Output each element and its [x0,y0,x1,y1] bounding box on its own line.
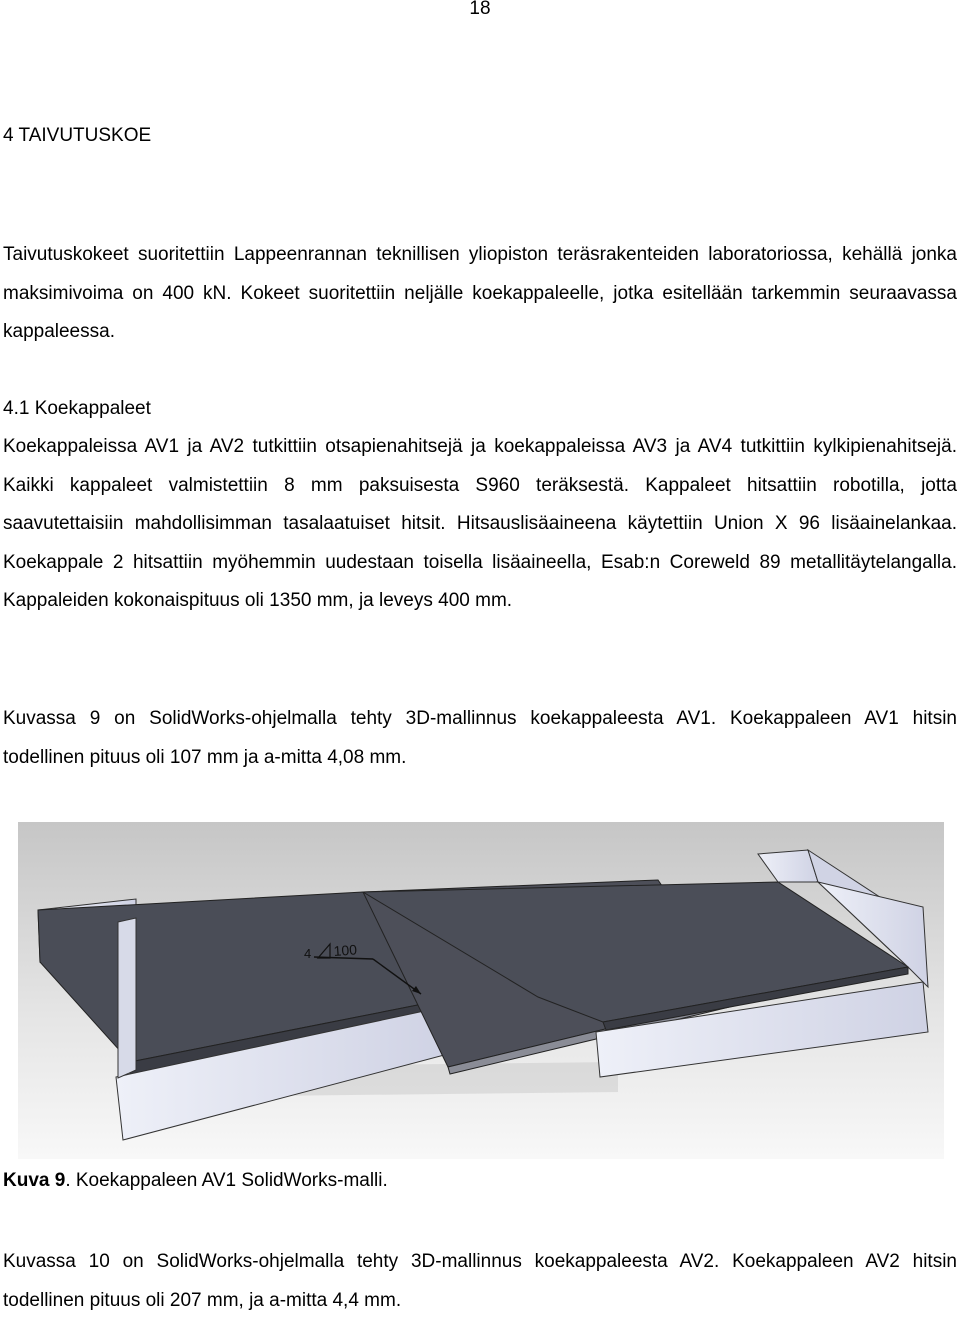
figure-caption [3,1170,388,1192]
section-title: 4.1 Koekappaleet [3,398,151,419]
figure10-paragraph: Kuvassa 10 on SolidWorks-ohjelmalla tehty 3D-mallinnus koekappaleesta AV2. Koekappaleen AV2 hitsin todellinen pituus oli 207 mm, ja a-mitta 4,4 mm. [3,1251,957,1311]
figure-solidworks-model [18,822,944,1159]
chapter-title: 4 TAIVUTUSKOE [3,125,152,146]
page-number: 18 [469,0,491,19]
section-paragraph: Koekappaleissa AV1 ja AV2 tutkittiin otsapienahitsejä ja koekappaleissa AV3 ja AV4 tutkittiin kylkipienahitsejä. Kaikki kappaleet valmistettiin 8 mm paksuisesta S960 teräksestä. Kappaleet hitsattiin robotilla, jotta saavutettaisiin mahdollisimman tasalaatuiset hitsit. Hitsauslisäaineena käytettiin Union X 96 lisäainelankaa. Koekappale 2 hitsattiin myöhemmin uudestaan toisella lisäaineella, Esab:n Coreweld 89 metallitäytelangalla. Kappaleiden kokonaispituus oli 1350 mm, ja leveys 400 mm. [3,436,957,611]
left-side-flange [118,918,136,1078]
weld-symbol-a: 4 [304,946,312,961]
caption-label: Kuva 9 [3,1170,66,1191]
figure9-paragraph: Kuvassa 9 on SolidWorks-ohjelmalla tehty 3D-mallinnus koekappaleesta AV1. Koekappaleen AV1 hitsin todellinen pituus oli 107 mm ja a-mitta 4,08 mm. [3,708,957,768]
weld-symbol-length: 100 [333,941,358,959]
solidworks-model-drawing [18,822,944,1159]
intro-paragraph: Taivutuskokeet suoritettiin Lappeenrannan teknillisen yliopiston teräsrakenteiden laboratoriossa, kehällä jonka maksimivoima on 400 kN. Kokeet suoritettiin neljälle koekappaleelle, jotka esitellään tarkemmin seuraavassa kappaleessa. [3,244,957,342]
caption-text: . Koekappaleen AV1 SolidWorks-malli. [65,1170,388,1191]
